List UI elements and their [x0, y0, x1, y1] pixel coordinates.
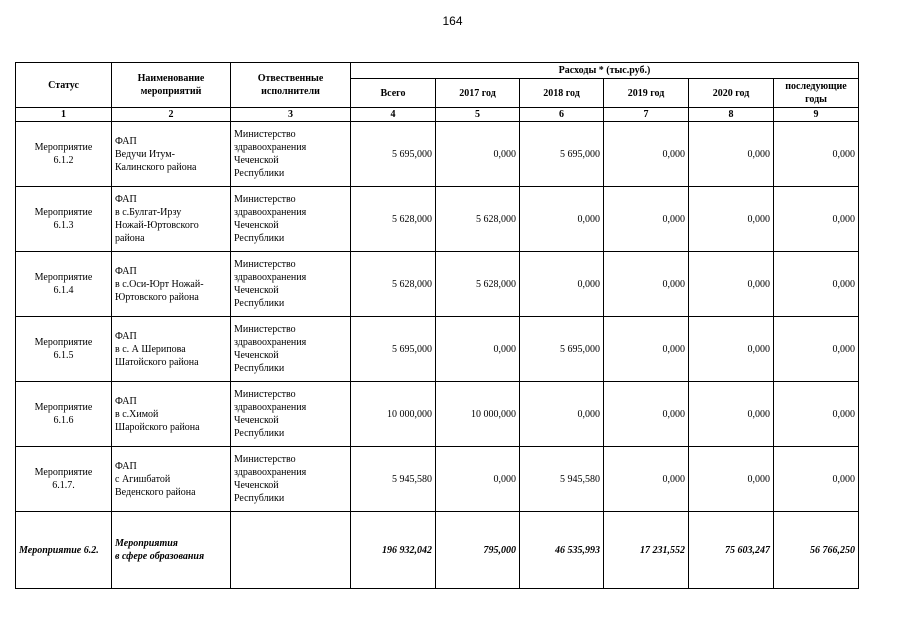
summary-y2020-cell: 75 603,247: [689, 512, 774, 589]
later-cell: 0,000: [774, 187, 859, 252]
y2019-cell: 0,000: [604, 122, 689, 187]
total-cell: 5 945,580: [351, 447, 436, 512]
index-row: [16, 108, 859, 122]
name-cell: ФАП в с. А Шерипова Шатойского района: [112, 317, 231, 382]
summary-y2019-cell: 17 231,552: [604, 512, 689, 589]
y2019-cell: 0,000: [604, 317, 689, 382]
name-cell: ФАП в с.Булгат-Ирзу Ножай-Юртовского района: [112, 187, 231, 252]
page-number: 164: [442, 14, 463, 28]
table-row: [16, 122, 859, 187]
header-2019: 2019 год: [604, 79, 689, 108]
y2020-cell: 0,000: [689, 317, 774, 382]
table-row: [16, 382, 859, 447]
later-cell: 0,000: [774, 447, 859, 512]
total-cell: 5 695,000: [351, 122, 436, 187]
header-row: [16, 63, 859, 79]
index-cell: 8: [689, 108, 774, 122]
y2018-cell: 5 945,580: [520, 447, 604, 512]
table-row: [16, 447, 859, 512]
later-cell: 0,000: [774, 317, 859, 382]
y2018-cell: 0,000: [520, 187, 604, 252]
y2017-cell: 0,000: [436, 317, 520, 382]
status-cell: Мероприятие 6.1.3: [16, 187, 112, 252]
y2018-cell: 5 695,000: [520, 317, 604, 382]
name-cell: ФАП в с.Химой Шаройского района: [112, 382, 231, 447]
index-cell: 5: [436, 108, 520, 122]
header-name: Наименование мероприятий: [112, 63, 231, 108]
y2017-cell: 0,000: [436, 447, 520, 512]
index-cell: 1: [16, 108, 112, 122]
status-cell: Мероприятие 6.1.2: [16, 122, 112, 187]
header-executors: Отвественные исполнители: [231, 63, 351, 108]
header-expenses: Расходы * (тыс.руб.): [351, 63, 859, 79]
y2020-cell: 0,000: [689, 382, 774, 447]
later-cell: 0,000: [774, 122, 859, 187]
total-cell: 5 695,000: [351, 317, 436, 382]
name-cell: ФАП с Агишбатой Веденского района: [112, 447, 231, 512]
executor-cell: Министерство здравоохранения Чеченской Республики: [231, 447, 351, 512]
summary-row: [16, 512, 859, 589]
name-cell: ФАП Ведучи Итум- Калинского района: [112, 122, 231, 187]
y2017-cell: 5 628,000: [436, 252, 520, 317]
table-row: [16, 252, 859, 317]
summary-y2018-cell: 46 535,993: [520, 512, 604, 589]
status-cell: Мероприятие 6.1.5: [16, 317, 112, 382]
table-row: [16, 187, 859, 252]
y2018-cell: 0,000: [520, 382, 604, 447]
table-row: [16, 317, 859, 382]
total-cell: 5 628,000: [351, 187, 436, 252]
index-cell: 2: [112, 108, 231, 122]
summary-total-cell: 196 932,042: [351, 512, 436, 589]
name-cell: ФАП в с.Оси-Юрт Ножай- Юртовского района: [112, 252, 231, 317]
later-cell: 0,000: [774, 382, 859, 447]
total-cell: 5 628,000: [351, 252, 436, 317]
y2018-cell: 5 695,000: [520, 122, 604, 187]
executor-cell: Министерство здравоохранения Чеченской Республики: [231, 382, 351, 447]
summary-status-cell: Мероприятие 6.2.: [16, 512, 112, 589]
index-cell: 7: [604, 108, 689, 122]
header-2020: 2020 год: [689, 79, 774, 108]
summary-executor-cell: [231, 512, 351, 589]
later-cell: 0,000: [774, 252, 859, 317]
executor-cell: Министерство здравоохранения Чеченской Республики: [231, 252, 351, 317]
index-cell: 6: [520, 108, 604, 122]
total-cell: 10 000,000: [351, 382, 436, 447]
header-total: Всего: [351, 79, 436, 108]
y2017-cell: 0,000: [436, 122, 520, 187]
y2019-cell: 0,000: [604, 447, 689, 512]
y2017-cell: 10 000,000: [436, 382, 520, 447]
summary-y2017-cell: 795,000: [436, 512, 520, 589]
header-2017: 2017 год: [436, 79, 520, 108]
y2019-cell: 0,000: [604, 382, 689, 447]
status-cell: Мероприятие 6.1.4: [16, 252, 112, 317]
y2019-cell: 0,000: [604, 187, 689, 252]
header-2018: 2018 год: [520, 79, 604, 108]
executor-cell: Министерство здравоохранения Чеченской Республики: [231, 122, 351, 187]
y2020-cell: 0,000: [689, 447, 774, 512]
status-cell: Мероприятие 6.1.6: [16, 382, 112, 447]
header-later: последующие годы: [774, 79, 859, 108]
summary-later-cell: 56 766,250: [774, 512, 859, 589]
index-cell: 9: [774, 108, 859, 122]
summary-name-cell: Мероприятия в сфере образования: [112, 512, 231, 589]
executor-cell: Министерство здравоохранения Чеченской Республики: [231, 317, 351, 382]
y2018-cell: 0,000: [520, 252, 604, 317]
index-cell: 3: [231, 108, 351, 122]
y2017-cell: 5 628,000: [436, 187, 520, 252]
expenses-table: [15, 62, 859, 589]
y2019-cell: 0,000: [604, 252, 689, 317]
header-status: Статус: [16, 63, 112, 108]
y2020-cell: 0,000: [689, 252, 774, 317]
y2020-cell: 0,000: [689, 122, 774, 187]
y2020-cell: 0,000: [689, 187, 774, 252]
index-cell: 4: [351, 108, 436, 122]
executor-cell: Министерство здравоохранения Чеченской Республики: [231, 187, 351, 252]
status-cell: Мероприятие 6.1.7.: [16, 447, 112, 512]
